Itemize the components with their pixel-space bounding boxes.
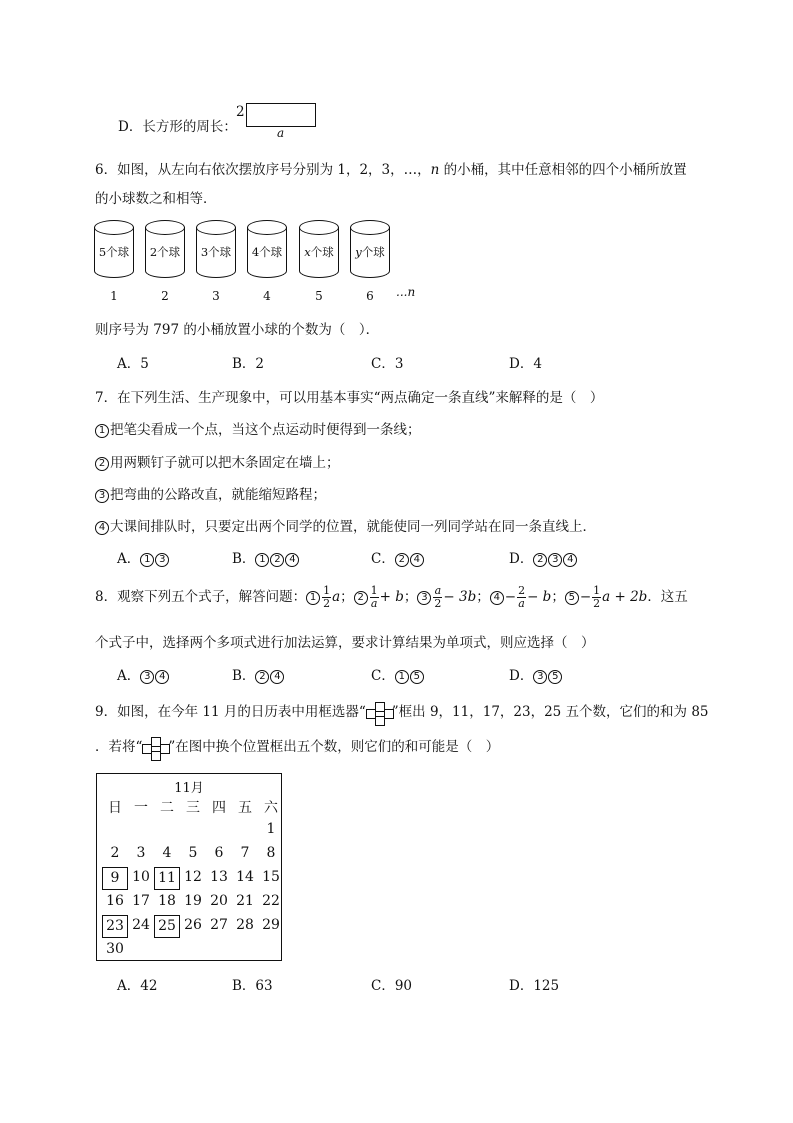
expr-rest: + b [379, 589, 404, 605]
bucket-label [247, 244, 287, 260]
circled-2: 2 [95, 457, 109, 471]
option-label: A． [117, 551, 141, 567]
q7-item-text: 把弯曲的公路改直，就能缩短路程； [110, 487, 326, 503]
circled-num: 4 [155, 670, 169, 684]
q8-stem-line2: 个式子中，选择两个多项式进行加法运算，要求计算结果为单项式，则应选择（ ） [95, 635, 595, 651]
q6-option-a[interactable]: A．5 [117, 356, 149, 372]
bucket [196, 220, 236, 286]
expr-rest: − b [527, 589, 552, 605]
calendar-day: 6 [214, 845, 224, 861]
calendar-title: 11月 [174, 781, 204, 796]
separator: ； [476, 589, 490, 605]
bucket [94, 220, 134, 286]
bucket-label [350, 244, 390, 260]
frac-num: 1 [370, 584, 378, 597]
q7-item-text: 用两颗钉子就可以把木条固定在墙上； [110, 455, 340, 471]
circled-num: 3 [417, 591, 431, 605]
fraction [517, 585, 526, 610]
bucket-rim [247, 220, 287, 235]
calendar-day: 29 [262, 917, 280, 933]
bucket-label [299, 244, 339, 260]
circled-num: 5 [548, 670, 562, 684]
circled-num: 2 [255, 670, 269, 684]
option-label: C． [371, 551, 395, 567]
q6-option-b[interactable]: B．2 [232, 356, 265, 372]
expr-rest: − 3b [443, 589, 477, 605]
q9-option-c[interactable]: C．90 [371, 978, 413, 994]
q7-item-text: 大课间排队时，只要定出两个同学的位置，就能使同一列同学站在同一条直线上． [110, 519, 596, 535]
bucket-unit: 个球 [208, 245, 232, 259]
frame-selector-icon [366, 702, 392, 724]
fraction [433, 585, 442, 610]
q6-stem-part: 6．如图，从左向右依次摆放序号分别为 1，2，3，…， [95, 162, 431, 178]
q5-option-d-label: D．长方形的周长： [118, 119, 237, 135]
frac-den: 2 [593, 597, 601, 610]
frac-num: 1 [593, 584, 601, 597]
q8-stem-pre: 8．观察下列五个式子，解答问题： [95, 589, 307, 605]
calendar-day: 3 [136, 845, 146, 861]
q7-stem: 7．在下列生活、生产现象中，可以用基本事实“两点确定一条直线”来解释的是（ ） [95, 390, 604, 406]
circled-num: 4 [410, 553, 424, 567]
calendar-day: 21 [236, 893, 254, 909]
circled-num: 3 [155, 553, 169, 567]
option-label: A． [117, 668, 141, 684]
circled-num: 1 [140, 553, 154, 567]
q9-option-b[interactable]: B．63 [232, 978, 273, 994]
bucket-index: 1 [110, 289, 118, 303]
calendar-day: 19 [184, 893, 202, 909]
q6-stem-line2: 的小球数之和相等． [95, 191, 217, 207]
bucket-count: 3 [200, 245, 209, 259]
calendar-day: 18 [158, 893, 176, 909]
calendar-day: 17 [132, 893, 150, 909]
calendar-weekday: 二 [160, 800, 174, 816]
circled-num: 3 [533, 670, 547, 684]
q6-stem-line1 [95, 158, 687, 178]
bucket-index: 4 [263, 289, 271, 303]
q9-stem-part: 9．如图，在今年 11 月的日历表中用框选器“ [95, 704, 366, 720]
calendar-day: 13 [210, 869, 228, 885]
q8-option-b[interactable] [232, 664, 285, 684]
separator: ； [551, 589, 565, 605]
circled-num: 1 [255, 553, 269, 567]
calendar-weekday: 一 [134, 800, 148, 816]
fraction [592, 585, 601, 610]
november-calendar [96, 773, 282, 961]
option-label: D． [509, 668, 534, 684]
bucket-rim [145, 220, 185, 235]
calendar-weekday: 五 [238, 800, 252, 816]
circled-num: 1 [395, 670, 409, 684]
q5-rectangle-figure [246, 103, 316, 127]
q8-option-a[interactable] [117, 664, 170, 684]
bucket-count: x [304, 245, 311, 259]
q7-option-d[interactable] [509, 547, 578, 567]
q7-option-c[interactable] [371, 547, 425, 567]
q6-stem-n: n [430, 162, 440, 178]
circled-num: 3 [140, 670, 154, 684]
circled-num: 1 [306, 591, 320, 605]
q6-option-c[interactable]: C．3 [371, 356, 404, 372]
circled-num: 2 [533, 553, 547, 567]
q9-stem-line1 [95, 700, 709, 724]
calendar-day: 8 [266, 845, 276, 861]
q8-stem-end: ．这五 [647, 589, 688, 605]
calendar-day: 15 [262, 869, 280, 885]
q9-option-d[interactable]: D．125 [509, 978, 560, 994]
option-label: C． [371, 668, 395, 684]
calendar-day: 12 [184, 869, 202, 885]
expr-sign: − [504, 589, 517, 605]
calendar-weekday: 六 [264, 800, 278, 816]
circled-num: 2 [395, 553, 409, 567]
circled-4: 4 [95, 521, 109, 535]
bucket-label [94, 244, 134, 260]
calendar-day: 16 [106, 893, 124, 909]
frac-den: a [370, 597, 378, 610]
bucket-index: 2 [161, 289, 169, 303]
expr-rest: a + 2b [602, 589, 648, 605]
calendar-weekday: 日 [108, 800, 122, 816]
fraction [370, 585, 379, 610]
bucket-unit: 个球 [259, 245, 283, 259]
circled-num: 4 [285, 553, 299, 567]
bucket-label [196, 244, 236, 260]
calendar-day: 4 [162, 845, 172, 861]
option-label: B． [232, 551, 256, 567]
calendar-weekday: 三 [186, 800, 200, 816]
bucket-rim [94, 220, 134, 235]
q6-stem-part: 的小桶，其中任意相邻的四个小桶所放置 [439, 162, 687, 178]
circled-num: 3 [548, 553, 562, 567]
bucket-index: 3 [212, 289, 220, 303]
circled-num: 5 [565, 591, 579, 605]
q7-item-2 [95, 451, 340, 471]
calendar-day: 26 [184, 917, 202, 933]
bucket-rim [196, 220, 236, 235]
calendar-day: 20 [210, 893, 228, 909]
q6-question: 则序号为 797 的小桶放置小球的个数为（ ）． [95, 322, 380, 338]
circled-num: 4 [270, 670, 284, 684]
q5-rect-side-label: a [277, 126, 285, 140]
q9-stem-part: ”在图中换个位置框出五个数，则它们的和可能是（ ） [168, 739, 500, 755]
separator: ； [403, 589, 418, 605]
calendar-day: 22 [262, 893, 280, 909]
q7-option-b[interactable] [232, 547, 300, 567]
circled-num: 2 [354, 591, 368, 605]
bucket-unit: 个球 [106, 245, 130, 259]
calendar-day: 24 [132, 917, 150, 933]
q8-option-c[interactable] [371, 664, 425, 684]
expr-sign: − [579, 589, 592, 605]
fraction [322, 585, 331, 610]
frame-selector-icon [142, 737, 168, 759]
frac-num: 1 [323, 584, 331, 597]
circled-num: 4 [563, 553, 577, 567]
bucket-index: 6 [366, 289, 374, 303]
q7-item-4 [95, 515, 596, 535]
calendar-day-framed: 23 [102, 915, 128, 938]
circled-1: 1 [95, 424, 109, 438]
calendar-day: 7 [240, 845, 250, 861]
calendar-day: 1 [266, 821, 276, 837]
calendar-day: 27 [210, 917, 228, 933]
calendar-day: 5 [188, 845, 198, 861]
frac-num: a [434, 584, 442, 597]
calendar-day: 10 [132, 869, 150, 885]
q5-option-d [118, 115, 237, 135]
circled-num: 2 [270, 553, 284, 567]
frac-den: 2 [434, 597, 442, 610]
bucket-unit: 个球 [157, 245, 181, 259]
bucket-label [145, 244, 185, 260]
q7-item-3 [95, 483, 326, 503]
q8-stem-line1 [95, 584, 688, 610]
frac-num: 2 [518, 584, 526, 597]
calendar-day-framed: 25 [154, 915, 180, 938]
ellipsis-dots: ... [396, 285, 408, 299]
bucket [247, 220, 287, 286]
bucket-rim [350, 220, 390, 235]
calendar-day: 2 [110, 845, 120, 861]
q9-stem-part: ”框出 9，11，17，23，25 五个数，它们的和为 85 [391, 704, 709, 720]
bucket-count: 5 [98, 245, 107, 259]
calendar-day-framed: 11 [154, 867, 180, 890]
ellipsis-n: n [407, 285, 416, 299]
bucket-unit: 个球 [310, 245, 334, 259]
q9-stem-line2 [95, 735, 499, 759]
bucket-count: 4 [251, 245, 260, 259]
expr-rest: a [332, 589, 341, 605]
q6-bucket-ellipsis [396, 285, 415, 299]
circled-num: 5 [410, 670, 424, 684]
bucket [350, 220, 390, 286]
circled-3: 3 [95, 489, 109, 503]
q5-coefficient: 2 [236, 104, 245, 120]
bucket-index: 5 [315, 289, 323, 303]
calendar-day: 14 [236, 869, 254, 885]
bucket-rim [299, 220, 339, 235]
bucket [299, 220, 339, 286]
circled-num: 4 [490, 591, 504, 605]
bucket [145, 220, 185, 286]
option-label: D． [509, 551, 534, 567]
frac-den: 2 [323, 597, 331, 610]
separator: ； [340, 589, 354, 605]
bucket-unit: 个球 [361, 245, 385, 259]
option-label: B． [232, 668, 256, 684]
frac-den: a [518, 597, 525, 610]
calendar-day: 28 [236, 917, 254, 933]
bucket-count: y [355, 245, 362, 259]
q9-stem-part: ．若将“ [95, 739, 143, 755]
q6-option-d[interactable]: D．4 [509, 356, 542, 372]
q7-option-a[interactable] [117, 547, 170, 567]
q9-option-a[interactable]: A．42 [117, 978, 158, 994]
q7-item-text: 把笔尖看成一个点，当这个点运动时便得到一条线； [110, 422, 421, 438]
q8-option-d[interactable] [509, 664, 563, 684]
bucket-count: 2 [149, 245, 158, 259]
calendar-day: 30 [106, 941, 124, 957]
q7-item-1 [95, 418, 421, 438]
calendar-day-framed: 9 [102, 867, 128, 890]
calendar-weekday: 四 [212, 800, 226, 816]
